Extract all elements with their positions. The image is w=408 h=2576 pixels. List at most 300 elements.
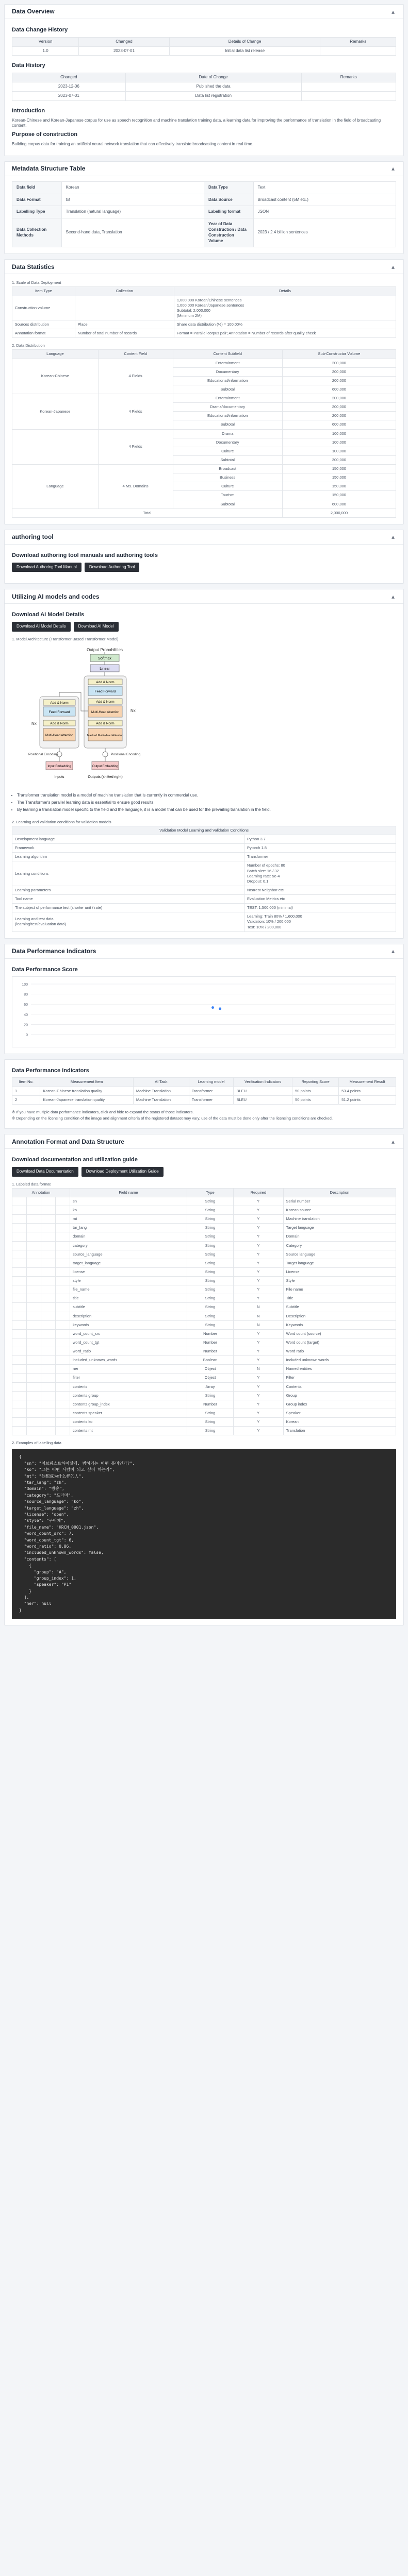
schema-cell	[56, 1329, 70, 1338]
table-cell: BLEU	[234, 1087, 292, 1095]
schema-cell	[27, 1329, 41, 1338]
column-header: Learning model	[189, 1078, 234, 1087]
schema-cell: Word count (target)	[283, 1338, 396, 1347]
schema-cell: String	[187, 1320, 234, 1329]
table-cell: TEST: 1,500,000 (minimal)	[244, 904, 396, 912]
schema-cell: style	[70, 1277, 187, 1285]
schema-cell: Y	[233, 1232, 283, 1241]
output-embedding-label: Output Embedding	[92, 765, 119, 769]
schema-cell	[56, 1356, 70, 1365]
diagram-caption: 1. Model Architecture (Transformer Based Transformer Model)	[12, 637, 119, 642]
table-row	[12, 82, 396, 92]
schema-cell	[56, 1197, 70, 1206]
schema-cell	[41, 1400, 56, 1409]
indicators-note-1: ※ If you have multiple data performance indicators, click and hide to expand the status of those indicators.	[12, 1109, 194, 1114]
schema-cell: Object	[187, 1374, 234, 1382]
schema-cell	[12, 1374, 27, 1382]
schema-cell	[27, 1427, 41, 1435]
schema-cell	[56, 1400, 70, 1409]
schema-row	[12, 1224, 396, 1232]
metadata-row	[12, 194, 396, 206]
schema-cell	[12, 1285, 27, 1294]
table-cell: Korean-Japanese translation quality	[40, 1095, 134, 1104]
dist-volume: 200,000	[282, 412, 396, 420]
ai-models-card	[4, 589, 404, 938]
schema-cell	[12, 1303, 27, 1312]
schema-cell	[12, 1400, 27, 1409]
table-cell: 1.0	[12, 46, 79, 56]
schema-cell: N	[233, 1312, 283, 1320]
schema-cell	[56, 1294, 70, 1303]
schema-cell: Domain	[283, 1232, 396, 1241]
table-cell: Pytorch 1.8	[244, 844, 396, 853]
example-caption: 2. Examples of labelling data	[12, 1440, 61, 1446]
dist-field: 4 Fields	[98, 429, 173, 465]
schema-row	[12, 1365, 396, 1374]
table-cell	[301, 91, 396, 100]
schema-cell: N	[233, 1320, 283, 1329]
example-code-block: { "sn": "어브림스트하이널에, 범허커는 어떤 흥미인가?", "ko": "그는 어떤 사람이 되고 싶어 하는가", "mt": "他想成为什么样的人", "tar_lang": "zh", "domain": "방송", "category": "드라마", "source_language": "ko", "target_language": "zh", "license": "open", "style": "구어체", "file_name": "KRCN_0001.json", "word_count_src": 7, "word_count_tgt": 6, "word_ratio": 0.86, "included_unknown_words": false, "contents": [ { "group": "A", "group_index": 1, "speaker": "P1" } ], "ner": null }	[12, 1449, 396, 1619]
schema-cell: Source language	[283, 1250, 396, 1259]
schema-cell	[12, 1418, 27, 1427]
table-row	[12, 895, 396, 904]
schema-cell: Serial number	[283, 1197, 396, 1206]
schema-cell	[56, 1347, 70, 1356]
schema-cell: word_ratio	[70, 1347, 187, 1356]
schema-row	[12, 1329, 396, 1338]
schema-cell: source_language	[70, 1250, 187, 1259]
download-guide-button[interactable]: Download Deployment Utilization Guide	[81, 1167, 164, 1177]
schema-cell	[41, 1224, 56, 1232]
schema-cell: description	[70, 1312, 187, 1320]
table-cell: 50 points	[292, 1095, 339, 1104]
column-header: Changed	[12, 73, 126, 82]
chevron-up-icon[interactable]: ▼	[390, 948, 396, 954]
ai-models-header[interactable]	[5, 589, 403, 604]
schema-cell	[41, 1277, 56, 1285]
schema-cell: String	[187, 1285, 234, 1294]
schema-cell: File name	[283, 1285, 396, 1294]
metadata-row	[12, 218, 396, 247]
distribution-table	[12, 349, 396, 517]
performance-chart-wrap	[12, 976, 396, 1047]
dist-subfield: Broadcast	[173, 465, 282, 473]
chevron-up-icon[interactable]: ▼	[390, 264, 396, 270]
data-history-title: Data History	[12, 62, 45, 69]
dist-subfield: Culture	[173, 482, 282, 491]
schema-cell	[27, 1409, 41, 1417]
schema-cell: Number	[187, 1347, 234, 1356]
schema-cell: Title	[283, 1294, 396, 1303]
table-row-total	[12, 509, 396, 517]
dist-subfield: Educational/information	[173, 412, 282, 420]
metadata-key: Data field	[12, 181, 62, 194]
dist-subfield: Documentary	[173, 438, 282, 447]
chevron-up-icon[interactable]: ▼	[390, 9, 396, 15]
data-statistics-header[interactable]	[5, 260, 403, 274]
schema-cell	[12, 1197, 27, 1206]
authoring-tool-title: authoring tool	[12, 533, 54, 541]
column-header: Sub-Constructor Volume	[282, 350, 396, 359]
enc-ff-label: Feed Forward	[48, 710, 70, 715]
schema-cell: String	[187, 1277, 234, 1285]
table-row	[12, 429, 396, 438]
schema-cell	[12, 1294, 27, 1303]
table-cell: Number of epochs: 80 Batch size: 16 / 32 Learning rate: 5e-4 Dropout: 0.1	[244, 861, 396, 886]
schema-cell	[56, 1338, 70, 1347]
schema-cell: contents.group	[70, 1391, 187, 1400]
schema-cell	[27, 1285, 41, 1294]
annotation-title: Annotation Format and Data Structure	[12, 1138, 125, 1145]
schema-cell	[12, 1382, 27, 1391]
schema-cell: Y	[233, 1382, 283, 1391]
schema-cell	[12, 1347, 27, 1356]
schema-cell: Number	[187, 1400, 234, 1409]
chevron-up-icon[interactable]: ▼	[390, 594, 396, 600]
list-item: • By learning a translation model specific to the field and the language, it is a model that can be used for the prevailing translation in the field.	[17, 807, 396, 813]
schema-row	[12, 1285, 396, 1294]
schema-cell: Y	[233, 1374, 283, 1382]
metadata-header[interactable]	[5, 162, 403, 176]
authoring-tool-subtitle: Download authoring tool manuals and authoring tools	[12, 552, 158, 558]
table-cell: Machine Translation	[133, 1087, 189, 1095]
schema-cell: Y	[233, 1427, 283, 1435]
schema-cell	[27, 1224, 41, 1232]
table-cell: Transformer	[189, 1087, 234, 1095]
data-overview-header[interactable]	[5, 5, 403, 19]
metadata-row	[12, 181, 396, 194]
schema-cell	[41, 1320, 56, 1329]
schema-cell	[12, 1241, 27, 1250]
data-point[interactable]	[211, 1007, 214, 1009]
schema-cell: String	[187, 1224, 234, 1232]
schema-cell	[27, 1277, 41, 1285]
metadata-value: Text	[253, 181, 396, 194]
schema-row	[12, 1409, 396, 1417]
dist-subfield: Drama/documentary	[173, 403, 282, 412]
schema-cell	[41, 1409, 56, 1417]
table-cell: Construction volume	[12, 296, 75, 320]
table-cell: Transformer	[244, 853, 396, 861]
dist-volume: 100,000	[282, 438, 396, 447]
schema-cell: ner	[70, 1365, 187, 1374]
schema-cell	[12, 1427, 27, 1435]
schema-cell	[12, 1356, 27, 1365]
table-row	[12, 359, 396, 367]
inputs-label: Inputs	[54, 775, 64, 779]
schema-cell: String	[187, 1259, 234, 1267]
table-cell: Initial data list release	[169, 46, 320, 56]
table-cell: Share data distribution (%) = 100.00%	[174, 320, 396, 329]
schema-cell	[27, 1347, 41, 1356]
dec-pos-enc-label: Positional Encoding	[111, 753, 141, 757]
schema-cell: Y	[233, 1277, 283, 1285]
schema-cell	[27, 1267, 41, 1276]
enc-addnorm-1-label: Add & Norm	[50, 722, 69, 726]
schema-row	[12, 1215, 396, 1224]
outputs-label: Outputs (shifted right)	[88, 775, 123, 779]
indicators-card	[4, 1059, 404, 1129]
schema-row	[12, 1294, 396, 1303]
schema-cell: String	[187, 1197, 234, 1206]
schema-table	[12, 1188, 396, 1436]
schema-cell: domain	[70, 1232, 187, 1241]
schema-cell: Y	[233, 1250, 283, 1259]
column-header: Content Subfield	[173, 350, 282, 359]
schema-cell	[27, 1241, 41, 1250]
dist-subfield: Tourism	[173, 491, 282, 500]
table-row	[12, 835, 396, 844]
schema-cell	[41, 1418, 56, 1427]
schema-cell: Named entities	[283, 1365, 396, 1374]
schema-cell: mt	[70, 1215, 187, 1224]
enc-addnorm-2-label: Add & Norm	[50, 701, 69, 705]
schema-cell: word_count_tgt	[70, 1338, 187, 1347]
list-item: • Transformer translation model is a model of machine translation that is currently in commercial use.	[17, 793, 396, 799]
column-header: Version	[12, 37, 79, 46]
dec-pos-enc-icon	[103, 752, 108, 757]
metadata-key: Labelling format	[204, 206, 253, 218]
metadata-table	[12, 181, 396, 248]
enc-mha-label: Multi-Head Attention	[45, 734, 74, 738]
schema-cell	[56, 1285, 70, 1294]
schema-cell	[27, 1197, 41, 1206]
list-item: • The Transformer's parallel learning data is essential to ensure good results.	[17, 800, 396, 806]
enc-pos-enc-label: Positional Encoding	[28, 753, 58, 757]
schema-cell: Y	[233, 1418, 283, 1427]
schema-cell	[41, 1241, 56, 1250]
schema-cell	[41, 1250, 56, 1259]
schema-cell: Object	[187, 1365, 234, 1374]
download-tool-button[interactable]: Download Authoring Tool	[85, 563, 139, 572]
metadata-card	[4, 161, 404, 255]
schema-cell	[27, 1259, 41, 1267]
schema-cell	[56, 1277, 70, 1285]
schema-cell: Y	[233, 1267, 283, 1276]
schema-cell	[41, 1312, 56, 1320]
schema-cell: String	[187, 1232, 234, 1241]
chevron-up-icon[interactable]: ▼	[390, 166, 396, 172]
schema-cell: String	[187, 1294, 234, 1303]
linear-label: Linear	[100, 667, 110, 671]
schema-cell	[56, 1391, 70, 1400]
schema-cell: Group index	[283, 1400, 396, 1409]
column-header: Verification Indicators	[234, 1078, 292, 1087]
data-point[interactable]	[219, 1008, 221, 1010]
table-cell: Format = Parallel corpus pair; Annotation = Number of records after quality check	[174, 329, 396, 338]
schema-cell	[56, 1267, 70, 1276]
table-cell: Transformer	[189, 1095, 234, 1104]
schema-cell: target_language	[70, 1259, 187, 1267]
schema-cell	[12, 1250, 27, 1259]
column-header: Reporting Score	[292, 1078, 339, 1087]
schema-cell	[27, 1250, 41, 1259]
dist-language: Korean-Chinese	[12, 359, 99, 394]
column-header: Field name	[70, 1188, 187, 1197]
schema-cell: Translation	[283, 1427, 396, 1435]
schema-cell: Contents	[283, 1382, 396, 1391]
schema-cell	[56, 1224, 70, 1232]
scale-caption: 1. Scale of Data Deployment	[12, 280, 61, 285]
column-header: Details	[174, 287, 396, 296]
table-row	[12, 904, 396, 912]
schema-cell	[12, 1329, 27, 1338]
dist-field: 4 Ms. Domains	[98, 465, 173, 509]
schema-cell	[56, 1259, 70, 1267]
table-cell: Machine Translation	[133, 1095, 189, 1104]
metadata-row	[12, 206, 396, 218]
table-cell: 2023-07-01	[79, 46, 170, 56]
annotation-subtitle: Download documentation and utilization guide	[12, 1157, 138, 1163]
schema-cell	[41, 1391, 56, 1400]
column-header: Collection	[75, 287, 174, 296]
download-model-button[interactable]: Download AI Model	[74, 622, 119, 632]
dist-subfield: Entertainment	[173, 359, 282, 367]
column-header: Language	[12, 350, 99, 359]
schema-row	[12, 1241, 396, 1250]
schema-cell: word_count_src	[70, 1329, 187, 1338]
schema-row	[12, 1338, 396, 1347]
schema-cell: String	[187, 1409, 234, 1417]
schema-cell: Y	[233, 1409, 283, 1417]
metadata-value: Second-hand data, Translation	[61, 218, 204, 247]
intro-text: Korean-Chinese and Korean-Japanese corpus for use as speech recognition and machine translation training data, a learning data for improving the performance of translation in the field of broadcasting content.	[12, 117, 381, 128]
performance-chart	[15, 980, 400, 1042]
schema-cell	[56, 1215, 70, 1224]
schema-cell: contents.group_index	[70, 1400, 187, 1409]
dist-volume: 200,000	[282, 403, 396, 412]
chevron-up-icon[interactable]: ▼	[390, 534, 396, 540]
dist-subfield: Subtotal	[173, 455, 282, 464]
softmax-label: Softmax	[98, 657, 111, 661]
input-embedding-label: Input Embedding	[47, 765, 71, 769]
download-tool-manual-button[interactable]: Download Authoring Tool Manual	[12, 563, 81, 572]
schema-cell: Group	[283, 1391, 396, 1400]
authoring-tool-header[interactable]	[5, 530, 403, 545]
schema-row	[12, 1232, 396, 1241]
dec-addnorm-2-label: Add & Norm	[96, 700, 115, 704]
dist-language: Language	[12, 465, 99, 509]
schema-cell	[56, 1206, 70, 1215]
table-cell: Korean-Chinese translation quality	[40, 1087, 134, 1095]
dist-subfield: Business	[173, 473, 282, 482]
table-cell: 50 points	[292, 1087, 339, 1095]
schema-cell: Category	[283, 1241, 396, 1250]
metadata-value: 2023 / 2.4 billion sentences	[253, 218, 396, 247]
dist-volume: 150,000	[282, 473, 396, 482]
dist-volume: 150,000	[282, 465, 396, 473]
dist-volume: 200,000	[282, 359, 396, 367]
column-header: Required	[233, 1188, 283, 1197]
table-cell: Learning parameters	[12, 886, 244, 894]
download-model-details-button[interactable]: Download AI Model Details	[12, 622, 71, 632]
schema-row	[12, 1374, 396, 1382]
schema-cell: Y	[233, 1338, 283, 1347]
schema-cell: Y	[233, 1329, 283, 1338]
schema-cell: included_unknown_words	[70, 1356, 187, 1365]
download-documentation-button[interactable]: Download Data Documentation	[12, 1167, 78, 1177]
metadata-key: Labelling Type	[12, 206, 62, 218]
column-header: Description	[283, 1188, 396, 1197]
schema-cell	[41, 1338, 56, 1347]
schema-row	[12, 1312, 396, 1320]
schema-cell	[27, 1215, 41, 1224]
metadata-key: Data Source	[204, 194, 253, 206]
ai-bullet-list	[12, 793, 396, 812]
table-row	[12, 844, 396, 853]
schema-cell: Keywords	[283, 1320, 396, 1329]
schema-cell	[12, 1215, 27, 1224]
change-history-title: Data Change History	[12, 27, 68, 33]
metadata-value: JSON	[253, 206, 396, 218]
schema-row	[12, 1427, 396, 1435]
table-cell: 2	[12, 1095, 40, 1104]
dist-volume: 600,000	[282, 500, 396, 509]
output-prob-label: Output Probabilities	[87, 648, 123, 653]
table-row	[12, 320, 396, 329]
column-header: Measurement Item	[40, 1078, 134, 1087]
dist-volume: 200,000	[282, 376, 396, 385]
schema-cell: Included unknown words	[283, 1356, 396, 1365]
data-statistics-title: Data Statistics	[12, 263, 55, 270]
schema-cell	[12, 1320, 27, 1329]
schema-cell	[27, 1400, 41, 1409]
schema-cell	[12, 1259, 27, 1267]
schema-cell	[56, 1409, 70, 1417]
data-history-table	[12, 73, 396, 100]
dist-total-label: Total	[12, 509, 283, 517]
table-cell: Annotation format	[12, 329, 75, 338]
schema-cell	[27, 1391, 41, 1400]
table-cell: 2023-07-01	[12, 91, 126, 100]
schema-cell	[41, 1294, 56, 1303]
dist-language: Korean-Japanese	[12, 394, 99, 430]
schema-row	[12, 1356, 396, 1365]
schema-cell: Number	[187, 1338, 234, 1347]
schema-row	[12, 1418, 396, 1427]
schema-cell	[12, 1391, 27, 1400]
schema-cell	[56, 1232, 70, 1241]
metadata-value: txt	[61, 194, 204, 206]
schema-cell: ko	[70, 1206, 187, 1215]
schema-cell: String	[187, 1267, 234, 1276]
table-cell: Nearest Neighbor etc	[244, 886, 396, 894]
dist-volume: 200,000	[282, 367, 396, 376]
schema-cell	[56, 1427, 70, 1435]
schema-cell: file_name	[70, 1285, 187, 1294]
schema-cell: keywords	[70, 1320, 187, 1329]
env-table-header: Validation Model Learning and Validation Conditions	[12, 826, 396, 835]
schema-cell: Korean	[283, 1418, 396, 1427]
distribution-caption: 2. Data Distribution	[12, 343, 45, 348]
dist-subfield: Subtotal	[173, 385, 282, 394]
annotation-header[interactable]	[5, 1134, 403, 1149]
schema-cell	[41, 1197, 56, 1206]
performance-header[interactable]	[5, 944, 403, 959]
change-history-table	[12, 37, 396, 56]
schema-cell	[41, 1374, 56, 1382]
schema-cell: Word ratio	[283, 1347, 396, 1356]
schema-row	[12, 1277, 396, 1285]
table-cell: 1,000,000 Korean/Chinese sentences 1,000,000 Korean/Japanese sentences Subtotal: 2,000,000 (Minimum 2M)	[174, 296, 396, 320]
schema-cell	[41, 1303, 56, 1312]
schema-cell: category	[70, 1241, 187, 1250]
dist-subfield: Educational/information	[173, 376, 282, 385]
schema-caption: 1. Labeled data format	[12, 1181, 51, 1187]
y-tick-label: 60	[24, 1003, 28, 1007]
ai-models-subtitle: Download AI Model Details	[12, 612, 85, 618]
chevron-up-icon[interactable]: ▼	[390, 1139, 396, 1145]
